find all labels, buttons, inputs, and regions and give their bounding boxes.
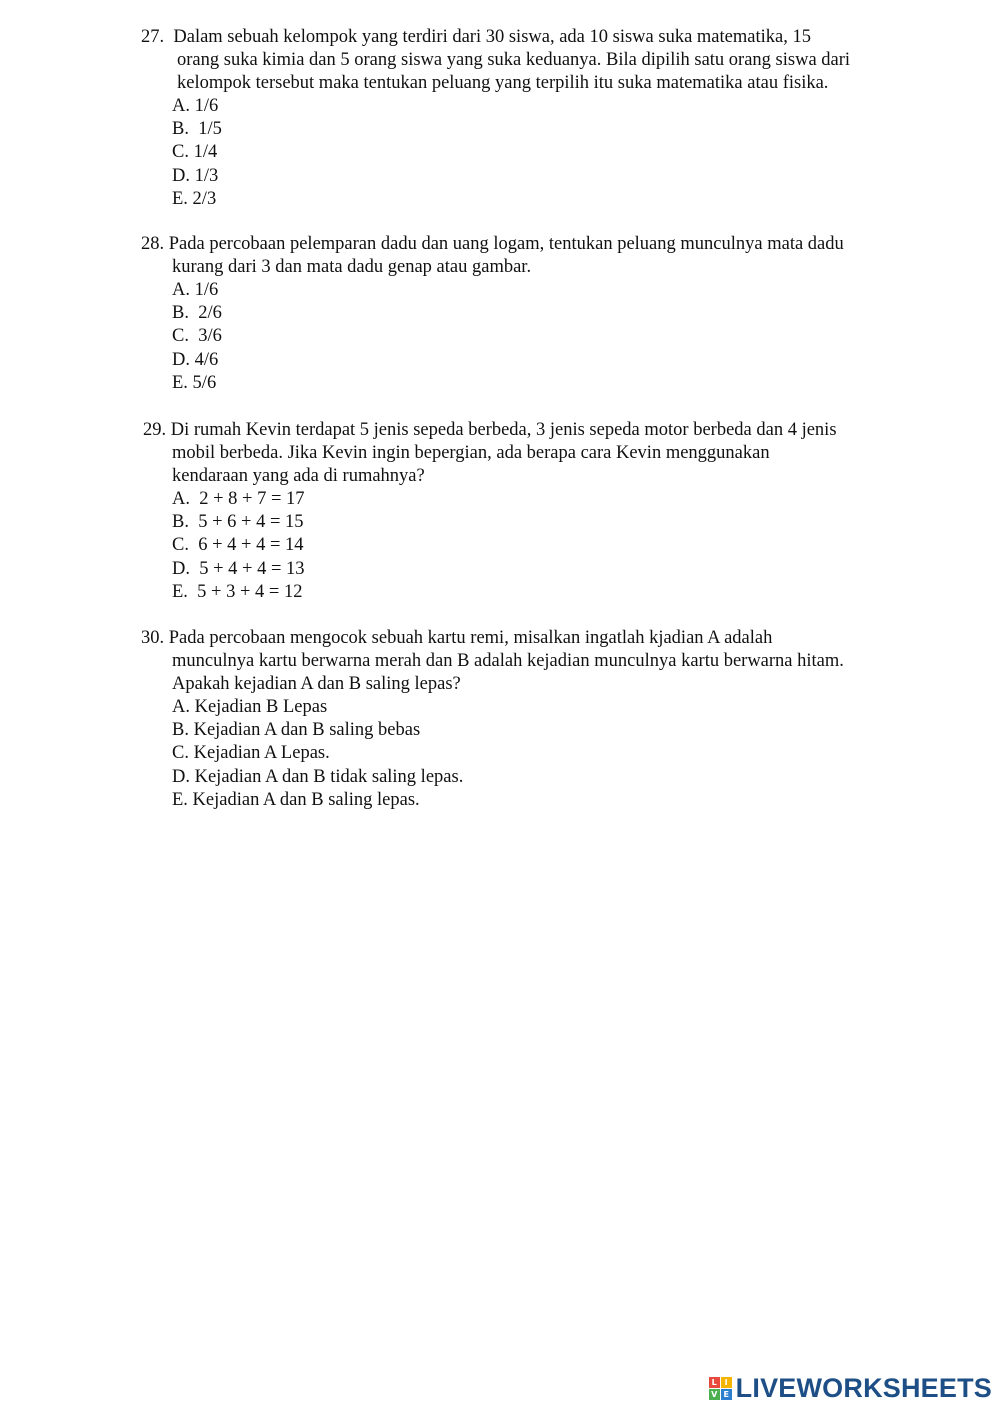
question-30-option-d: D. Kejadian A dan B tidak saling lepas.: [172, 766, 464, 787]
logo-block-v: V: [709, 1389, 720, 1400]
question-30-option-a: A. Kejadian B Lepas: [172, 697, 328, 717]
question-27-text-1: Dalam sebuah kelompok yang terdiri dari 30 siswa, ada 10 siswa suka matematika, 15: [173, 27, 811, 47]
question-30-line-1: [141, 627, 931, 650]
logo-blocks-icon: [709, 1377, 732, 1400]
question-27: [141, 26, 931, 211]
question-29-option-d: D. 5 + 4 + 4 = 13: [172, 558, 305, 579]
question-29-option-c: C. 6 + 4 + 4 = 14: [172, 535, 304, 556]
question-30-number: 30.: [141, 628, 165, 648]
question-28-text-1: Pada percobaan pelemparan dadu dan uang logam, tentukan peluang munculnya mata dadu: [168, 234, 844, 254]
logo-block-l: L: [709, 1377, 720, 1388]
question-30-option-e: E. Kejadian A dan B saling lepas.: [172, 789, 420, 810]
question-27-option-c: C. 1/4: [172, 142, 218, 163]
question-28-option-a: A. 1/6: [172, 280, 219, 300]
question-30-text-3: Apakah kejadian A dan B saling lepas?: [172, 674, 461, 694]
question-27-option-d: D. 1/3: [172, 165, 219, 186]
question-29-number: 29.: [143, 420, 167, 440]
logo-block-e: E: [721, 1389, 732, 1400]
liveworksheets-logo: [709, 1373, 992, 1403]
question-28-option-e: E. 5/6: [172, 372, 217, 393]
question-28-option-c: C. 3/6: [172, 326, 222, 347]
question-28-option-d: D. 4/6: [172, 349, 219, 370]
question-29-option-b: B. 5 + 6 + 4 = 15: [172, 512, 304, 533]
question-27-text-3: kelompok tersebut maka tentukan peluang yang terpilih itu suka matematika atau fisika.: [177, 73, 829, 93]
question-27-option-a: A. 1/6: [172, 96, 219, 116]
brand-name: LIVEWORKSHEETS: [735, 1372, 992, 1403]
question-29-text-3: kendaraan yang ada di rumahnya?: [172, 466, 425, 486]
question-27-line-1: [141, 26, 931, 49]
question-28-number: 28.: [141, 234, 165, 254]
question-29-text-1: Di rumah Kevin terdapat 5 jenis sepeda berbeda, 3 jenis sepeda motor berbeda dan 4 jenis: [170, 420, 837, 440]
question-29-option-a: A. 2 + 8 + 7 = 17: [172, 489, 305, 509]
question-28-text-2: kurang dari 3 dan mata dadu genap atau gambar.: [172, 257, 532, 277]
question-29-line-1: [143, 419, 933, 442]
question-28-line-1: [141, 233, 931, 256]
question-27-text-2: orang suka kimia dan 5 orang siswa yang suka keduanya. Bila dipilih satu orang siswa dari: [177, 50, 851, 70]
question-27-number: 27.: [141, 27, 165, 47]
question-27-option-e: E. 2/3: [172, 188, 217, 209]
question-30-option-b: B. Kejadian A dan B saling bebas: [172, 720, 421, 741]
question-29: [143, 419, 933, 604]
question-27-option-b: B. 1/5: [172, 119, 222, 140]
question-30: [141, 627, 931, 812]
question-28: [141, 233, 931, 395]
question-28-option-b: B. 2/6: [172, 303, 222, 324]
question-29-text-2: mobil berbeda. Jika Kevin ingin bepergian, ada berapa cara Kevin menggunakan: [172, 443, 770, 463]
logo-block-i: I: [721, 1377, 732, 1388]
question-30-text-1: Pada percobaan mengocok sebuah kartu remi, misalkan ingatlah kjadian A adalah: [168, 628, 773, 648]
question-29-option-e: E. 5 + 3 + 4 = 12: [172, 581, 303, 602]
question-30-text-2: munculnya kartu berwarna merah dan B adalah kejadian munculnya kartu berwarna hitam.: [172, 651, 844, 671]
question-30-option-c: C. Kejadian A Lepas.: [172, 743, 330, 764]
